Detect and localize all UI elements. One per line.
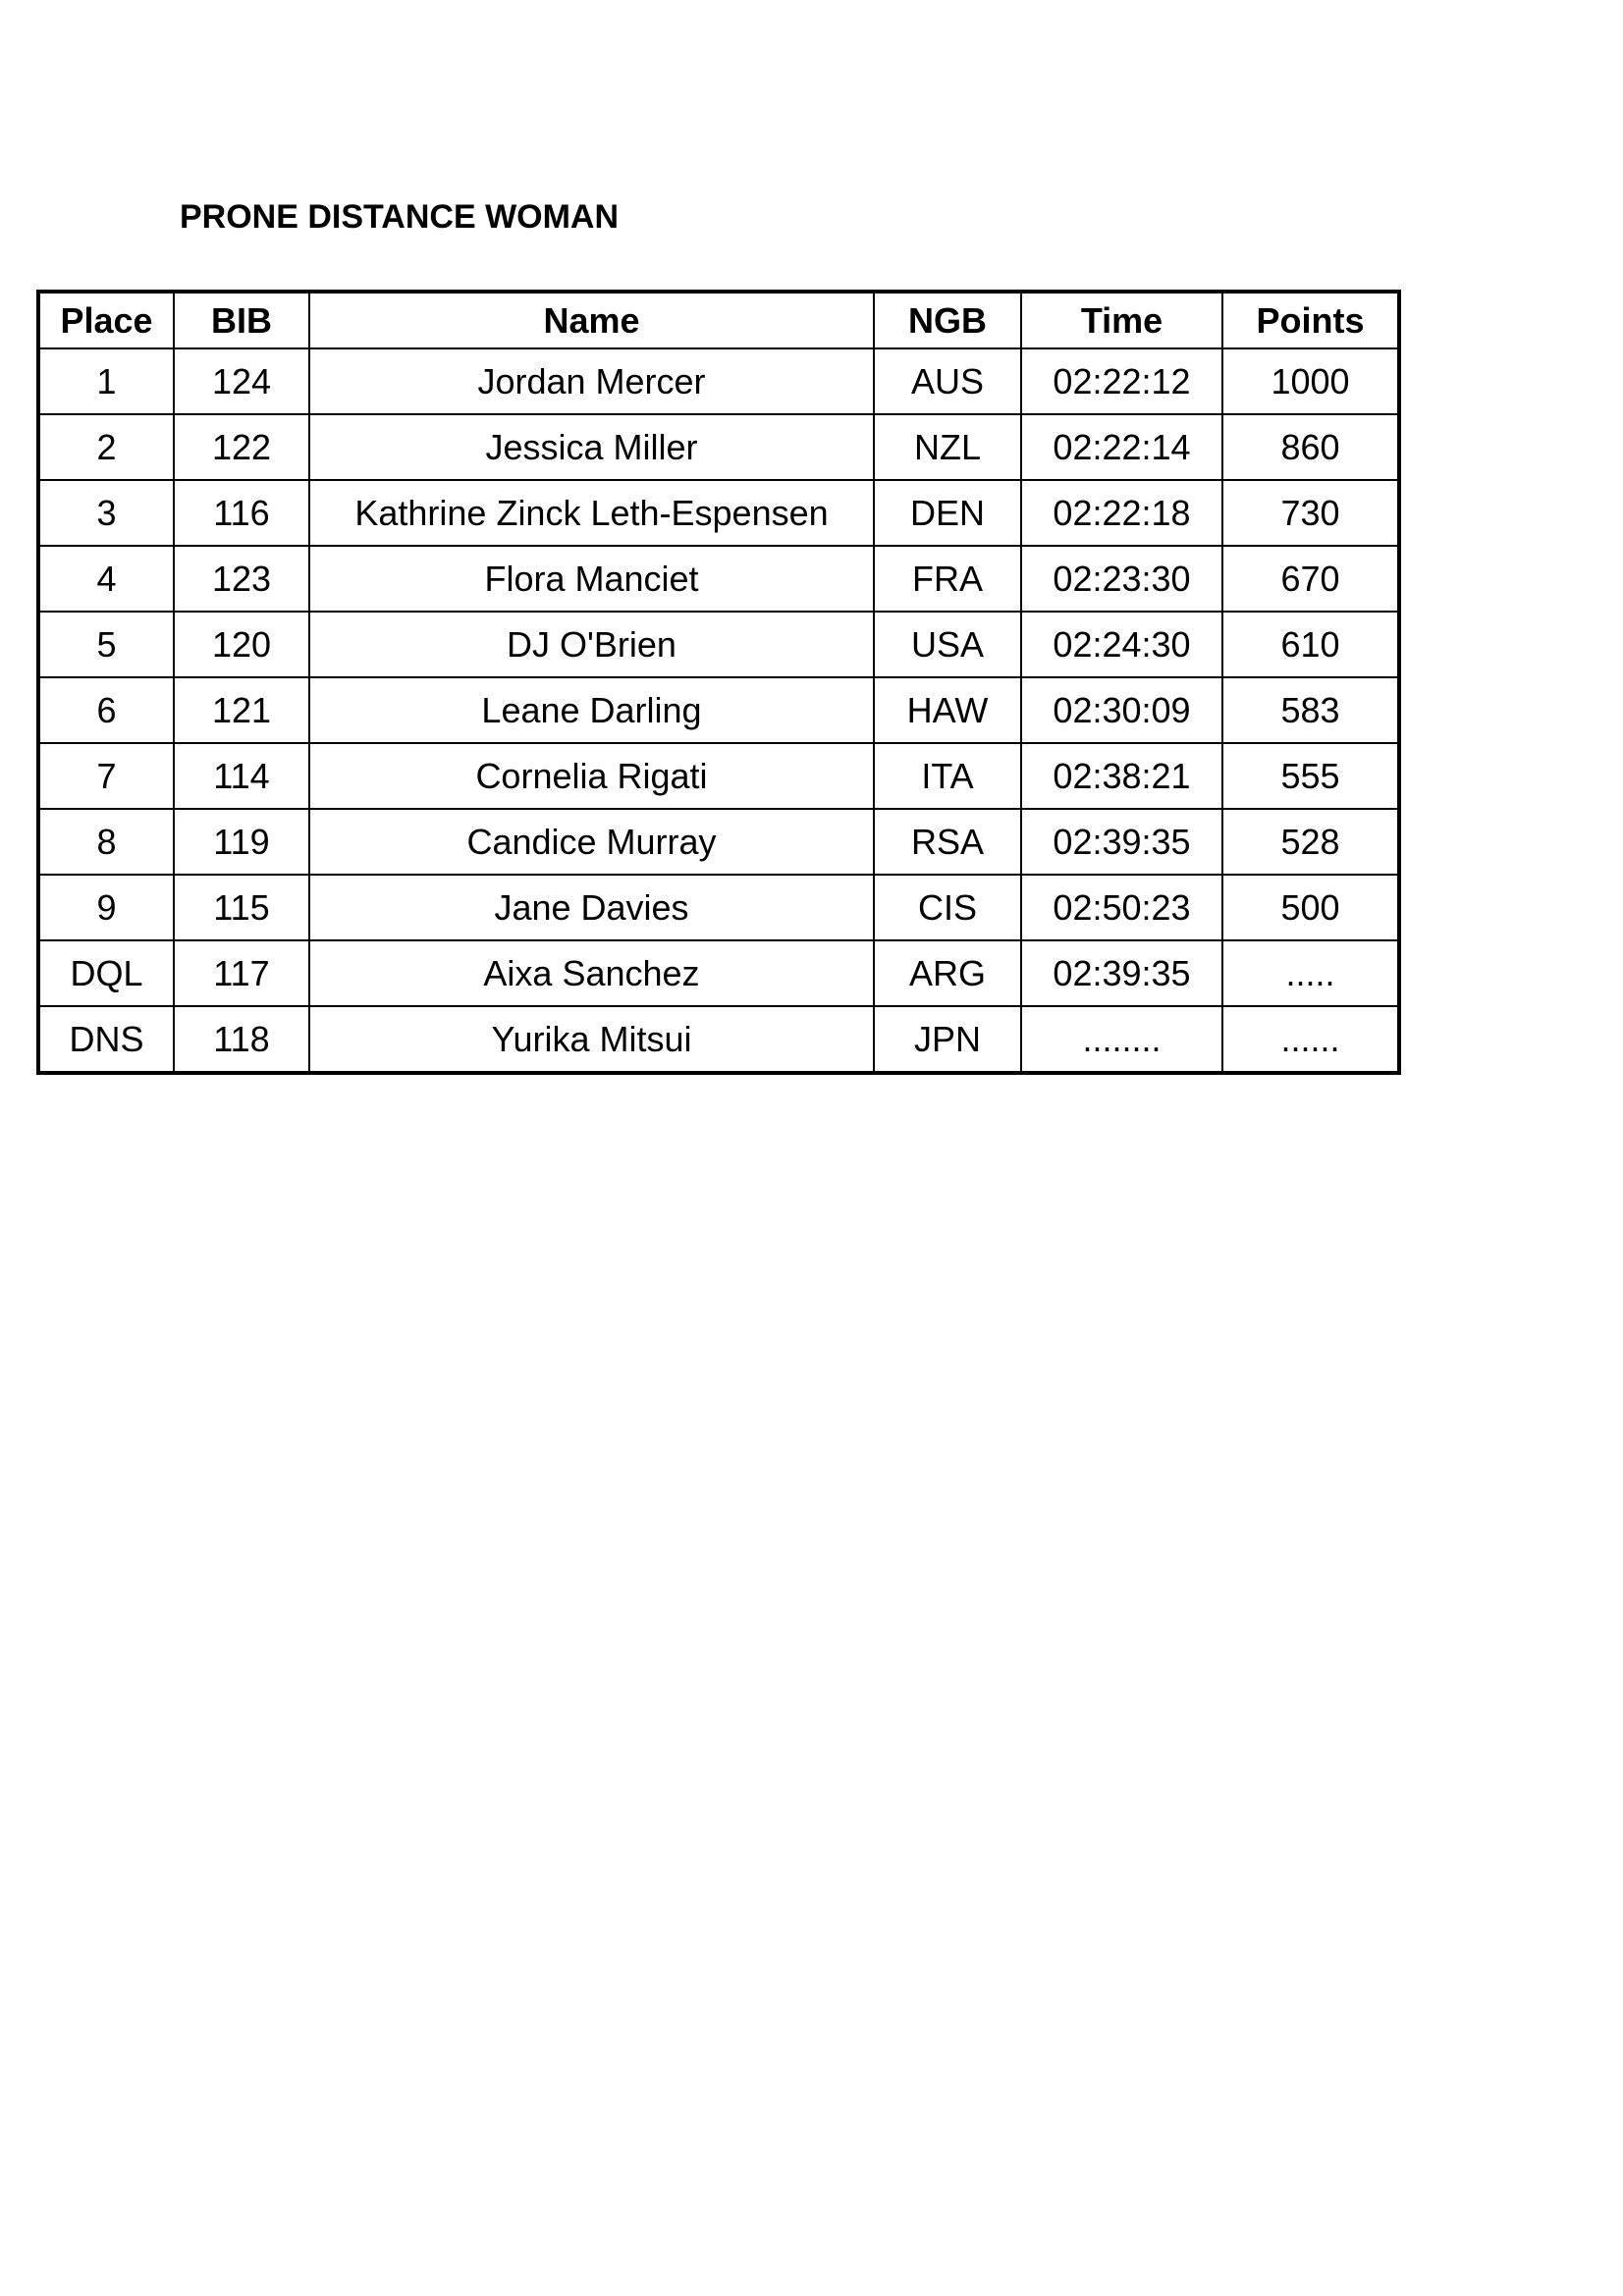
cell-ngb: USA	[874, 612, 1021, 677]
header-ngb: NGB	[874, 292, 1021, 348]
cell-time: 02:39:35	[1021, 940, 1222, 1006]
cell-time: 02:39:35	[1021, 809, 1222, 875]
cell-points: 1000	[1222, 348, 1399, 414]
cell-ngb: FRA	[874, 546, 1021, 612]
cell-place: 5	[38, 612, 174, 677]
cell-name: Jane Davies	[309, 875, 874, 940]
table-row	[38, 809, 1399, 875]
table-row	[38, 743, 1399, 809]
cell-place: 8	[38, 809, 174, 875]
cell-ngb: DEN	[874, 480, 1021, 546]
cell-place: 1	[38, 348, 174, 414]
cell-time: 02:24:30	[1021, 612, 1222, 677]
header-place: Place	[38, 292, 174, 348]
cell-name: DJ O'Brien	[309, 612, 874, 677]
cell-time: 02:38:21	[1021, 743, 1222, 809]
cell-bib: 117	[174, 940, 309, 1006]
cell-name: Candice Murray	[309, 809, 874, 875]
table-row	[38, 348, 1399, 414]
cell-time: 02:30:09	[1021, 677, 1222, 743]
cell-place: 9	[38, 875, 174, 940]
cell-ngb: JPN	[874, 1006, 1021, 1073]
cell-time: 02:23:30	[1021, 546, 1222, 612]
cell-time: 02:22:14	[1021, 414, 1222, 480]
header-name: Name	[309, 292, 874, 348]
cell-points: 528	[1222, 809, 1399, 875]
page-title: PRONE DISTANCE WOMAN	[180, 198, 620, 236]
cell-bib: 119	[174, 809, 309, 875]
cell-place: DQL	[38, 940, 174, 1006]
cell-ngb: RSA	[874, 809, 1021, 875]
cell-points: 860	[1222, 414, 1399, 480]
cell-points: ......	[1222, 1006, 1399, 1073]
cell-time: 02:22:12	[1021, 348, 1222, 414]
cell-name: Jordan Mercer	[309, 348, 874, 414]
table-row	[38, 940, 1399, 1006]
cell-bib: 114	[174, 743, 309, 809]
table-row	[38, 546, 1399, 612]
header-time: Time	[1021, 292, 1222, 348]
cell-name: Leane Darling	[309, 677, 874, 743]
table-row	[38, 414, 1399, 480]
cell-time: 02:50:23	[1021, 875, 1222, 940]
table-row	[38, 677, 1399, 743]
table-row	[38, 875, 1399, 940]
cell-time: ........	[1021, 1006, 1222, 1073]
cell-ngb: AUS	[874, 348, 1021, 414]
cell-bib: 123	[174, 546, 309, 612]
cell-bib: 115	[174, 875, 309, 940]
cell-name: Kathrine Zinck Leth-Espensen	[309, 480, 874, 546]
cell-points: 500	[1222, 875, 1399, 940]
cell-ngb: NZL	[874, 414, 1021, 480]
header-bib: BIB	[174, 292, 309, 348]
cell-points: .....	[1222, 940, 1399, 1006]
cell-place: DNS	[38, 1006, 174, 1073]
cell-bib: 116	[174, 480, 309, 546]
table-row	[38, 480, 1399, 546]
cell-place: 4	[38, 546, 174, 612]
cell-name: Flora Manciet	[309, 546, 874, 612]
cell-place: 7	[38, 743, 174, 809]
header-points: Points	[1222, 292, 1399, 348]
cell-name: Aixa Sanchez	[309, 940, 874, 1006]
table-header-row	[38, 292, 1399, 348]
cell-bib: 121	[174, 677, 309, 743]
cell-name: Cornelia Rigati	[309, 743, 874, 809]
cell-place: 2	[38, 414, 174, 480]
cell-bib: 118	[174, 1006, 309, 1073]
table-row	[38, 1006, 1399, 1073]
cell-ngb: ITA	[874, 743, 1021, 809]
cell-points: 610	[1222, 612, 1399, 677]
cell-time: 02:22:18	[1021, 480, 1222, 546]
cell-ngb: CIS	[874, 875, 1021, 940]
cell-bib: 120	[174, 612, 309, 677]
cell-points: 555	[1222, 743, 1399, 809]
cell-points: 670	[1222, 546, 1399, 612]
cell-points: 730	[1222, 480, 1399, 546]
cell-ngb: HAW	[874, 677, 1021, 743]
cell-name: Jessica Miller	[309, 414, 874, 480]
cell-bib: 122	[174, 414, 309, 480]
cell-name: Yurika Mitsui	[309, 1006, 874, 1073]
table-row	[38, 612, 1399, 677]
cell-place: 6	[38, 677, 174, 743]
cell-ngb: ARG	[874, 940, 1021, 1006]
cell-place: 3	[38, 480, 174, 546]
results-table	[36, 290, 1401, 1075]
cell-bib: 124	[174, 348, 309, 414]
cell-points: 583	[1222, 677, 1399, 743]
